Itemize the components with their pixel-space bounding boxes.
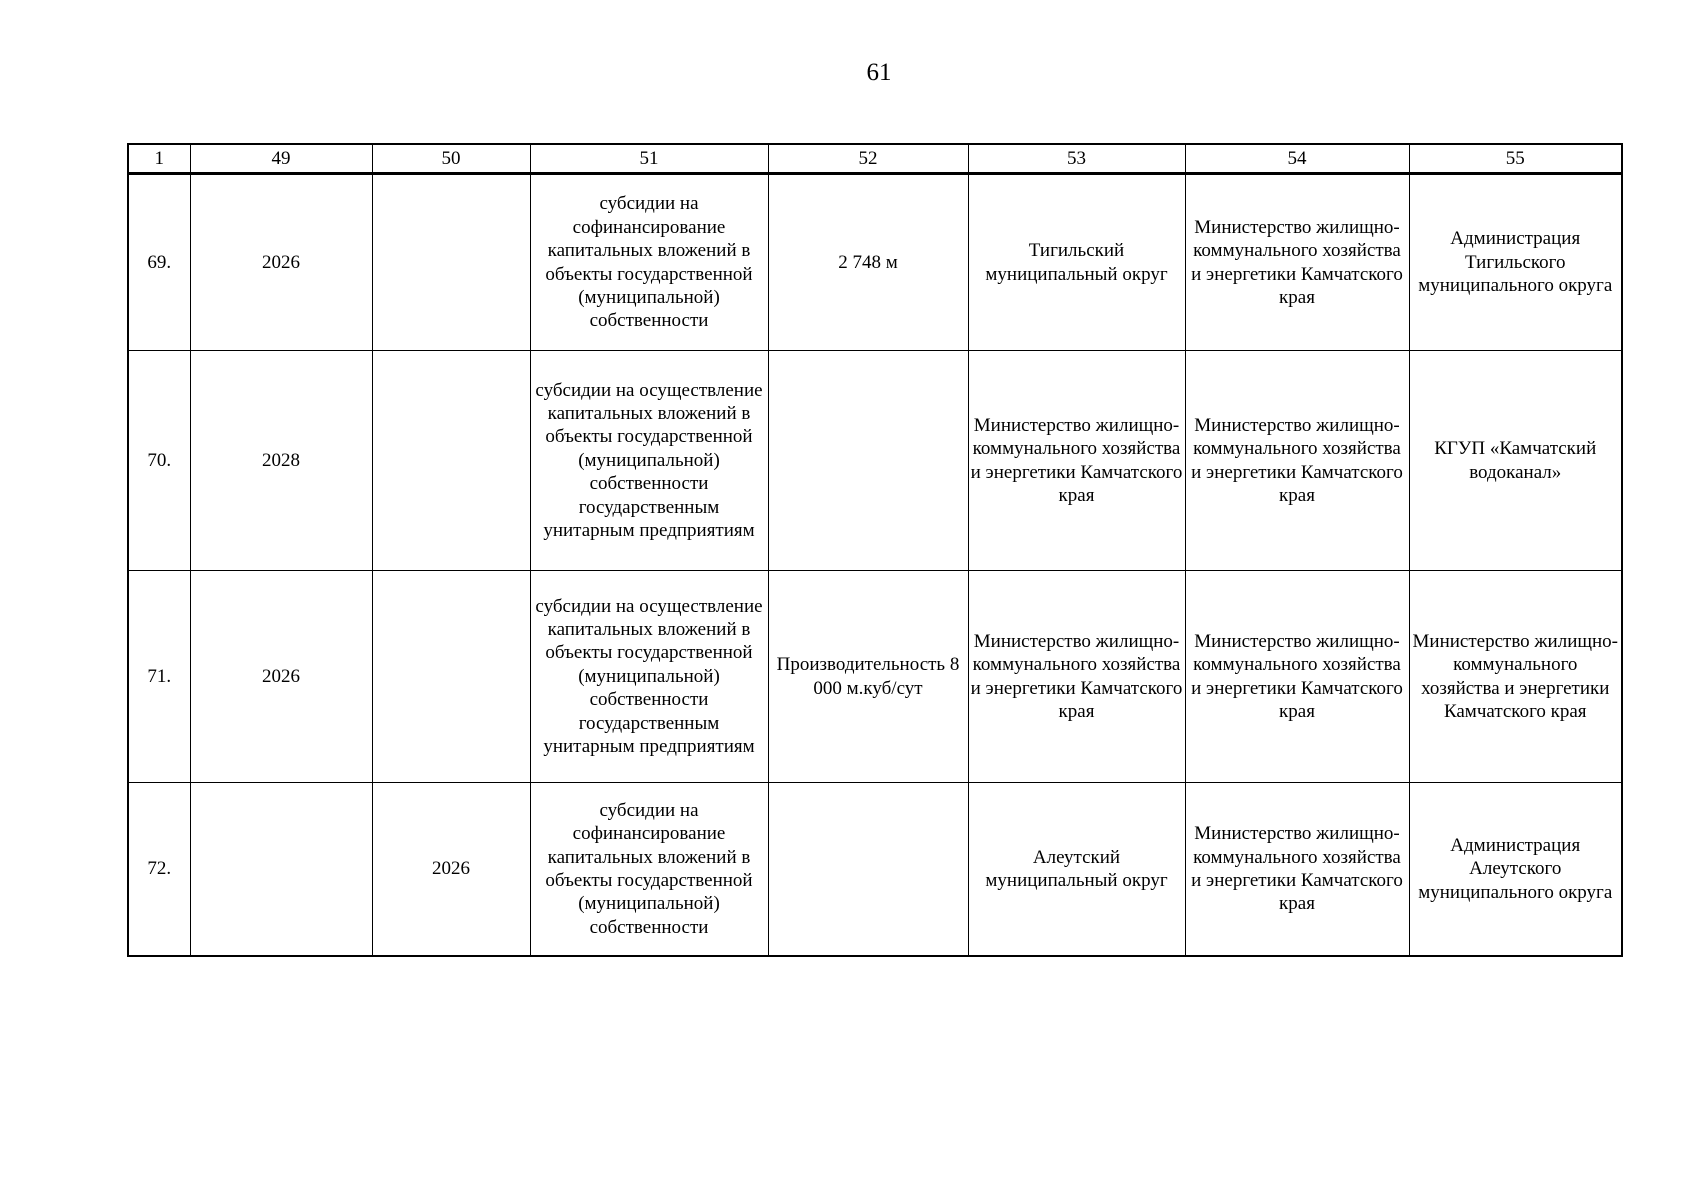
cell-col-53: Министерство жилищно-коммунального хозяйства и энергетики Камчатского края — [968, 571, 1185, 783]
cell-col-52 — [768, 351, 968, 571]
cell-col-52 — [768, 783, 968, 957]
cell-col-53: Тигильский муниципальный округ — [968, 174, 1185, 351]
page-number: 61 — [866, 59, 892, 86]
cell-col-50: 2026 — [372, 783, 530, 957]
table-row — [128, 351, 1622, 571]
cell-col-52: 2 748 м — [768, 174, 968, 351]
table-row — [128, 783, 1622, 957]
cell-col-53: Алеутский муниципальный округ — [968, 783, 1185, 957]
header-cell-53: 53 — [968, 144, 1185, 174]
cell-col-51: субсидии на софинансирование капитальных вложений в объекты государственной (муниципальной) собственности — [530, 174, 768, 351]
header-row — [128, 144, 1622, 174]
header-cell-55: 55 — [1409, 144, 1622, 174]
cell-col-53: Министерство жилищно-коммунального хозяйства и энергетики Камчатского края — [968, 351, 1185, 571]
cell-col-52: Производительность 8 000 м.куб/сут — [768, 571, 968, 783]
table-row — [128, 174, 1622, 351]
cell-col-50 — [372, 174, 530, 351]
row-number: 72. — [128, 783, 190, 957]
cell-col-54: Министерство жилищно-коммунального хозяйства и энергетики Камчатского края — [1185, 783, 1409, 957]
cell-col-49: 2028 — [190, 351, 372, 571]
cell-col-54: Министерство жилищно-коммунального хозяйства и энергетики Камчатского края — [1185, 174, 1409, 351]
cell-col-55: Администрация Алеутского муниципального округа — [1409, 783, 1622, 957]
cell-col-49: 2026 — [190, 571, 372, 783]
cell-col-55: КГУП «Камчатский водоканал» — [1409, 351, 1622, 571]
cell-col-50 — [372, 351, 530, 571]
table-header — [128, 144, 1622, 174]
data-table — [127, 143, 1623, 957]
header-cell-52: 52 — [768, 144, 968, 174]
row-number: 69. — [128, 174, 190, 351]
cell-col-49 — [190, 783, 372, 957]
row-number: 70. — [128, 351, 190, 571]
cell-col-51: субсидии на осуществление капитальных вложений в объекты государственной (муниципальной) собственности государственным унитарным предприятиям — [530, 571, 768, 783]
cell-col-51: субсидии на софинансирование капитальных вложений в объекты государственной (муниципальной) собственности — [530, 783, 768, 957]
cell-col-54: Министерство жилищно-коммунального хозяйства и энергетики Камчатского края — [1185, 571, 1409, 783]
header-cell-54: 54 — [1185, 144, 1409, 174]
header-cell-49: 49 — [190, 144, 372, 174]
cell-col-55: Министерство жилищно-коммунального хозяйства и энергетики Камчатского края — [1409, 571, 1622, 783]
header-cell-50: 50 — [372, 144, 530, 174]
table-row — [128, 571, 1622, 783]
cell-col-49: 2026 — [190, 174, 372, 351]
cell-col-51: субсидии на осуществление капитальных вложений в объекты государственной (муниципальной) собственности государственным унитарным предприятиям — [530, 351, 768, 571]
header-cell-51: 51 — [530, 144, 768, 174]
cell-col-55: Администрация Тигильского муниципального округа — [1409, 174, 1622, 351]
cell-col-54: Министерство жилищно-коммунального хозяйства и энергетики Камчатского края — [1185, 351, 1409, 571]
header-cell-1: 1 — [128, 144, 190, 174]
cell-col-50 — [372, 571, 530, 783]
row-number: 71. — [128, 571, 190, 783]
